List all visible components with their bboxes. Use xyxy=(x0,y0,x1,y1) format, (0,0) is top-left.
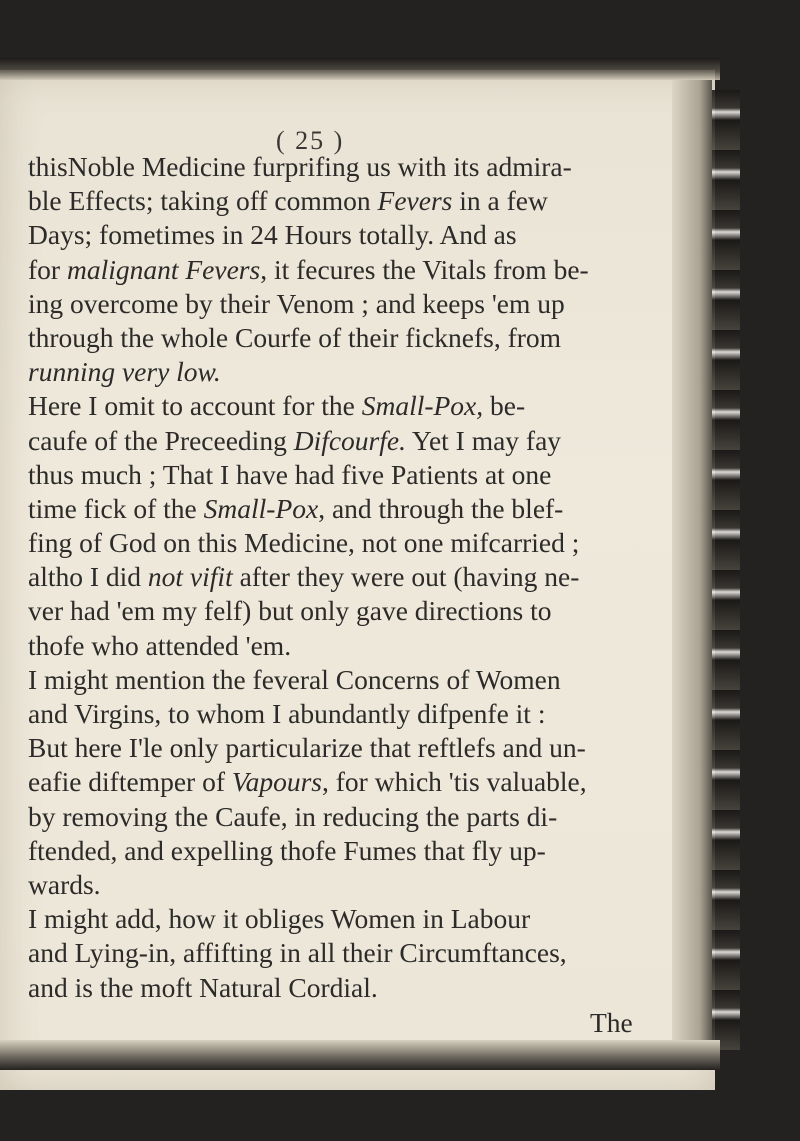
text-run: be- xyxy=(483,390,526,422)
text-run: for xyxy=(28,253,67,285)
text-line xyxy=(28,971,688,1005)
text-line xyxy=(28,287,688,321)
text-line xyxy=(28,526,688,560)
text-line xyxy=(28,629,688,663)
text-run: time fick of the xyxy=(28,492,204,524)
text-line xyxy=(28,731,688,765)
italic-text: Small-Pox xyxy=(203,492,319,524)
text-line xyxy=(28,902,688,936)
text-run: thofe who attended 'em. xyxy=(28,629,292,661)
text-line xyxy=(28,936,688,970)
text-line xyxy=(28,800,688,834)
italic-text: Small-Pox, xyxy=(361,390,484,422)
text-line xyxy=(28,834,688,868)
text-run: and Lying-in, affifting in all their Circumftances, xyxy=(28,937,567,969)
text-run: caufe of the Preceeding xyxy=(28,424,294,456)
italic-text: not vifit xyxy=(147,561,233,593)
text-run: and Virgins, to whom I abundantly difpenfe it : xyxy=(28,698,546,729)
text-run: in a few xyxy=(452,185,548,217)
text-run: But here I'le only particularize that reftlefs and un- xyxy=(28,732,586,764)
text-run: ing overcome by their Venom ; and keeps 'em up xyxy=(28,287,565,319)
text-line xyxy=(28,663,688,697)
text-run: thisNoble Medicine furprifing us with its admira- xyxy=(28,151,572,182)
text-line xyxy=(28,492,688,526)
text-line xyxy=(28,389,688,423)
text-run: , it fecures the Vitals from be- xyxy=(260,253,589,285)
text-line xyxy=(28,594,688,628)
text-run: , for which 'tis valuable, xyxy=(322,766,587,798)
text-line xyxy=(28,560,688,594)
text-line xyxy=(28,253,688,287)
italic-text: Fevers xyxy=(377,185,453,217)
text-run: I might add, how it obliges Women in Labour xyxy=(28,903,531,935)
text-run: thus much ; That I have had five Patients at one xyxy=(28,458,552,490)
text-run: and is the moft Natural Cordial. xyxy=(28,971,378,1003)
text-line xyxy=(28,150,688,184)
italic-text: Vapours xyxy=(231,766,323,798)
text-run: ble Effects; taking off common xyxy=(28,185,378,217)
facing-page-bleed xyxy=(712,90,740,1050)
text-line xyxy=(28,424,688,458)
italic-text: running very low. xyxy=(28,356,221,388)
text-line xyxy=(28,355,688,389)
text-run: Days; fometimes in 24 Hours totally. And as xyxy=(28,219,517,251)
text-run: ver had 'em my felf) but only gave directions to xyxy=(28,595,552,627)
page-number: ( 25 ) xyxy=(276,126,345,155)
body-text xyxy=(28,150,688,1005)
text-line xyxy=(28,321,688,355)
text-line xyxy=(28,868,688,902)
italic-text: Difcourfe. xyxy=(293,424,406,456)
catchword: The xyxy=(590,1007,633,1038)
text-run: I might mention the feveral Concerns of Women xyxy=(28,663,561,695)
text-run: wards. xyxy=(28,868,101,900)
text-run: ftended, and expelling thofe Fumes that fly up- xyxy=(28,834,546,866)
text-run: through the whole Courfe of their ficknefs, from xyxy=(28,321,562,353)
text-line xyxy=(28,458,688,492)
text-run: , and through the blef- xyxy=(318,492,564,524)
text-line xyxy=(28,218,688,252)
text-run: Yet I may fay xyxy=(405,424,562,456)
text-line xyxy=(28,697,688,731)
text-line xyxy=(28,184,688,218)
text-line xyxy=(28,765,688,799)
text-run: by removing the Caufe, in reducing the parts di- xyxy=(28,800,558,832)
text-run: after they were out (having ne- xyxy=(232,561,580,593)
italic-text: malignant Fevers xyxy=(66,253,261,285)
text-run: eafie diftemper of xyxy=(28,766,232,798)
text-run: Here I omit to account for the xyxy=(28,390,362,422)
text-run: altho I did xyxy=(28,561,148,593)
page-top-edge xyxy=(0,58,720,80)
page-bottom-edge xyxy=(0,1040,720,1070)
text-run: fing of God on this Medicine, not one mifcarried ; xyxy=(28,527,580,559)
